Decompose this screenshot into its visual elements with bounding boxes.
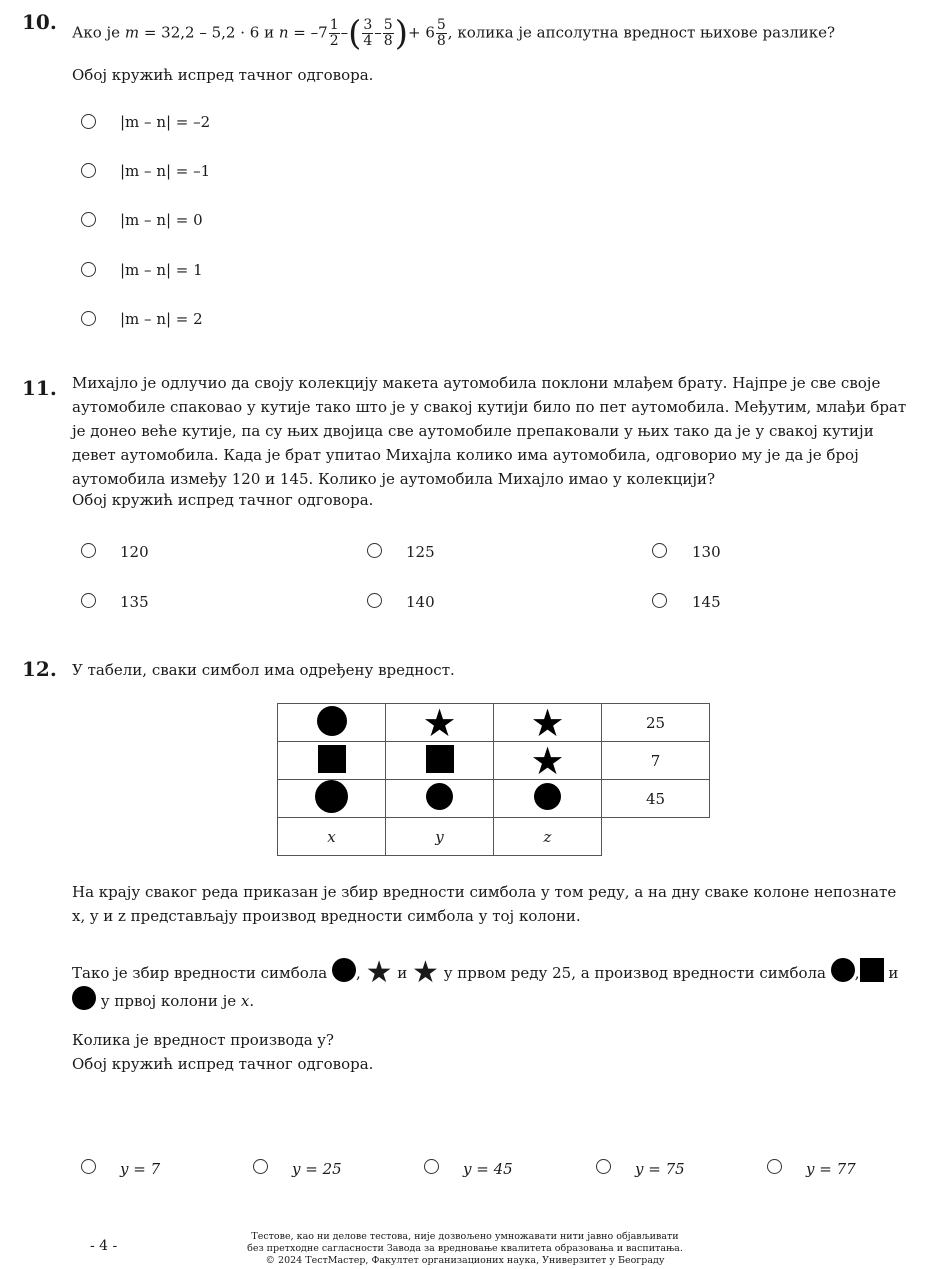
column-label-cell: y — [386, 818, 494, 856]
square-icon — [860, 958, 884, 982]
table-cell — [278, 780, 386, 818]
answer-radio[interactable] — [81, 114, 96, 129]
answer-radio[interactable] — [652, 543, 667, 558]
answer-radio[interactable] — [767, 1159, 782, 1174]
empty-cell — [602, 818, 710, 856]
question-number: 11. — [22, 376, 57, 400]
answer-option: |m – n| = 2 — [120, 310, 203, 328]
table-cell — [386, 780, 494, 818]
question-10-text: Ако је m = 32,2 – 5,2 · 6 и n = –7 $\frac{1}{2}$ –( $\frac{3}{4}$ – $\frac{5}{8}$ )+ 6 $\frac{5}{8}$ , колика је апсолутна вредност њихове разлике? — [72, 13, 836, 54]
answer-option: y = 45 — [463, 1160, 513, 1178]
answer-radio[interactable] — [81, 262, 96, 277]
star-icon: ★ — [412, 955, 439, 990]
answer-radio[interactable] — [424, 1159, 439, 1174]
star-icon: ★ — [365, 955, 393, 990]
question-12-paragraph: На крају сваког реда приказан је збир вредности симбола у том реду, а на дну сваке колоне непознате x, y и z представљају производ вредности симбола у тој колони. — [72, 883, 897, 925]
table-cell — [494, 738, 602, 783]
table-cell — [494, 780, 602, 818]
answer-radio[interactable] — [81, 311, 96, 326]
table-cell — [278, 704, 386, 742]
star-icon: ★ — [530, 738, 565, 783]
column-label-cell: z — [494, 818, 602, 856]
answer-radio[interactable] — [81, 1159, 96, 1174]
square-icon — [426, 745, 454, 773]
circle-icon — [426, 783, 453, 810]
table-cell — [494, 700, 602, 745]
row-sum-cell: 7 — [602, 742, 710, 780]
table-cell — [386, 700, 494, 745]
answer-option: |m – n| = –1 — [120, 162, 211, 180]
answer-radio[interactable] — [81, 163, 96, 178]
answer-radio[interactable] — [81, 543, 96, 558]
answer-radio[interactable] — [253, 1159, 268, 1174]
answer-radio[interactable] — [596, 1159, 611, 1174]
answer-radio[interactable] — [81, 212, 96, 227]
answer-radio[interactable] — [81, 593, 96, 608]
answer-option: |m – n| = –2 — [120, 113, 211, 131]
answer-option: y = 75 — [635, 1160, 685, 1178]
question-number: 12. — [22, 657, 57, 681]
footer-copyright: Тестове, као ни делове тестова, није дозвољено умножавати нити јавно објављивати без претходне сагласности Завода за вредновање квалитета образовања и васпитања. © 2024 ТестМастер, Факултет организационих наука, Универзитет у Београду — [247, 1231, 683, 1266]
row-sum-cell: 45 — [602, 780, 710, 818]
answer-option: 120 — [120, 543, 149, 561]
circle-icon — [332, 958, 356, 982]
answer-option: y = 7 — [120, 1160, 161, 1178]
question-number: 10. — [22, 10, 57, 34]
circle-icon — [831, 958, 855, 982]
answer-radio[interactable] — [367, 543, 382, 558]
row-sum-cell: 25 — [602, 704, 710, 742]
instruction: Обој кружић испред тачног одговора. — [72, 1055, 374, 1073]
symbol-table — [277, 700, 710, 856]
answer-option: 140 — [406, 593, 435, 611]
answer-option: 145 — [692, 593, 721, 611]
star-icon: ★ — [530, 700, 565, 745]
answer-option: 125 — [406, 543, 435, 561]
answer-option: |m – n| = 1 — [120, 261, 203, 279]
answer-radio[interactable] — [367, 593, 382, 608]
column-label-cell: x — [278, 818, 386, 856]
table-cell — [278, 742, 386, 780]
circle-icon — [315, 780, 348, 813]
answer-option: y = 77 — [806, 1160, 856, 1178]
instruction: Обој кружић испред тачног одговора. — [72, 66, 374, 84]
answer-option: y = 25 — [292, 1160, 342, 1178]
answer-option: 130 — [692, 543, 721, 561]
circle-icon — [534, 783, 561, 810]
star-icon: ★ — [422, 700, 457, 745]
page-number: - 4 - — [90, 1238, 118, 1254]
question-11-text: Михајло је одлучио да своју колекцију макета аутомобила поклони млађем брату. Најпре је све своје аутомобиле спаковао у кутије тако што је у свакој кутији било по пет аутомобила. Међутим, млађи брат је донео веће кутије, па су њих двојица све аутомобиле препаковали у њих тако да је у свакој кутији девет аутомобила. Када је брат упитао Михајла колико има аутомобила, одговорио му је да је број аутомобила између 120 и 145. Колико је аутомобила Михајло имао у колекцији? — [72, 374, 907, 488]
question-12-intro: У табели, сваки симбол има одређену вредност. — [72, 661, 455, 679]
square-icon — [318, 745, 346, 773]
answer-radio[interactable] — [652, 593, 667, 608]
instruction: Обој кружић испред тачног одговора. — [72, 491, 374, 509]
circle-icon — [317, 706, 347, 736]
question-12-question: Колика је вредност производа y? — [72, 1031, 334, 1049]
circle-icon — [72, 986, 96, 1010]
answer-option: |m – n| = 0 — [120, 211, 203, 229]
table-cell — [386, 742, 494, 780]
answer-option: 135 — [120, 593, 149, 611]
question-12-example: Тако је збир вредности симбола , ★ и ★ у првом реду 25, а производ вредности симбола , и у првој колони је x. — [72, 955, 899, 1010]
